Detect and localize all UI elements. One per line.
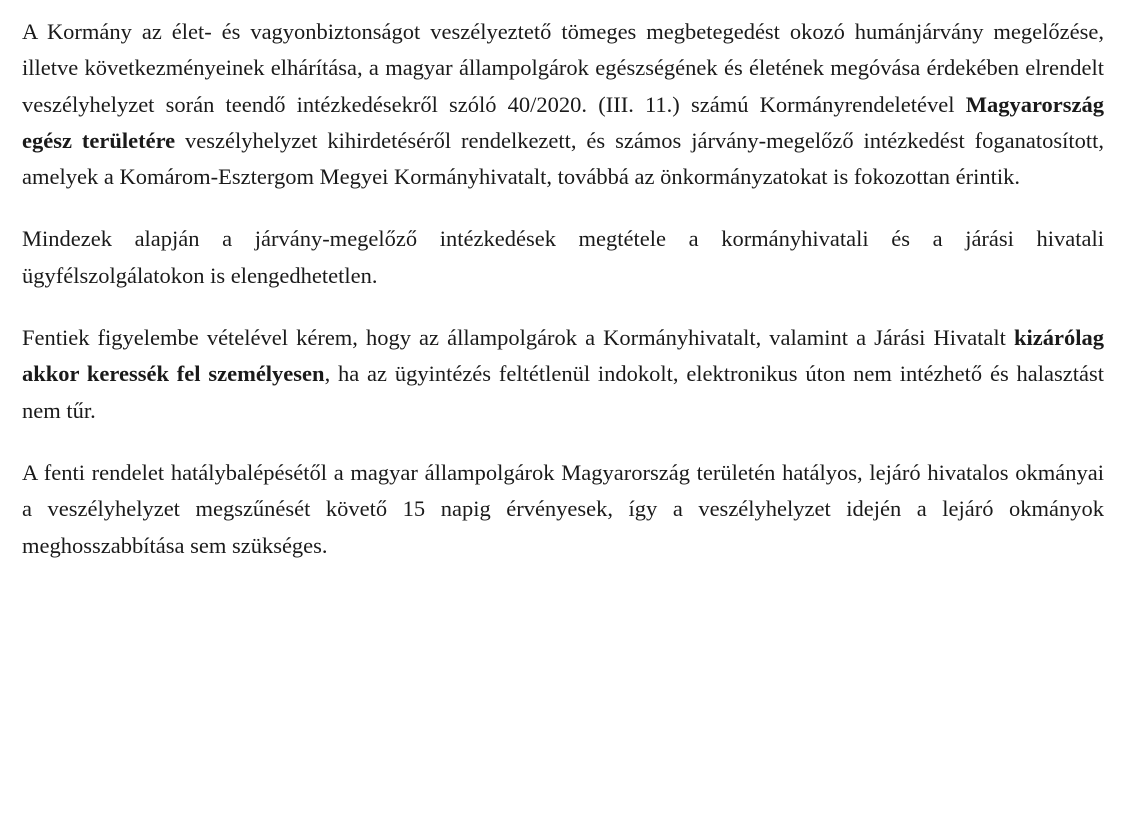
paragraph-text: veszélyhelyzet kihirdetéséről rendelkezett, és számos járvány-megelőző intézkedést foganatosított, amelyek a Komárom-Esztergom Megyei Kormányhivatalt, továbbá az önkormányzatokat is fokozottan érintik. [22, 127, 1104, 190]
paragraph-document-validity [22, 455, 1104, 564]
paragraph-personal-visit-request [22, 320, 1104, 429]
bold-emphasis-personal-visit: kizárólag akkor keressék fel személyesen [22, 325, 1104, 387]
paragraph-emergency-decree [22, 14, 1104, 195]
paragraph-text: , ha az ügyintézés feltétlenül indokolt, elektronikus úton nem intézhető és halasztást nem tűr. [22, 361, 1104, 423]
paragraph-text: A fenti rendelet hatálybalépésétől a magyar állampolgárok Magyarország területén hatályos, lejáró hivatalos okmányai a veszélyhelyzet megszűnését követő 15 napig érvényesek, így a veszélyhelyzet idején a lejáró okmányok meghosszabbítása sem szükséges. [22, 459, 1104, 558]
paragraph-prevention-measures [22, 221, 1104, 294]
document-page [22, 14, 1104, 564]
paragraph-text: Mindezek alapján a járvány-megelőző intézkedések megtétele a kormányhivatali és a járási hivatali ügyfélszolgálatokon is elengedhetetlen. [22, 226, 1104, 288]
paragraph-text: Fentiek figyelembe vételével kérem, hogy az állampolgárok a Kormányhivatalt, valamint a Járási Hivatalt [22, 325, 1014, 351]
paragraph-text: A Kormány az élet- és vagyonbiztonságot veszélyeztető tömeges megbetegedést okozó humánjárvány megelőzése, illetve következményeinek elhárítása, a magyar állampolgárok egészségének és életének megóvása érdekében elrendelt veszélyhelyzet során teendő intézkedésekről szóló 40/2020. (III. 11.) számú Kormányrendeletével [22, 19, 1104, 117]
bold-emphasis-territory: Magyarország egész területére [22, 91, 1104, 153]
